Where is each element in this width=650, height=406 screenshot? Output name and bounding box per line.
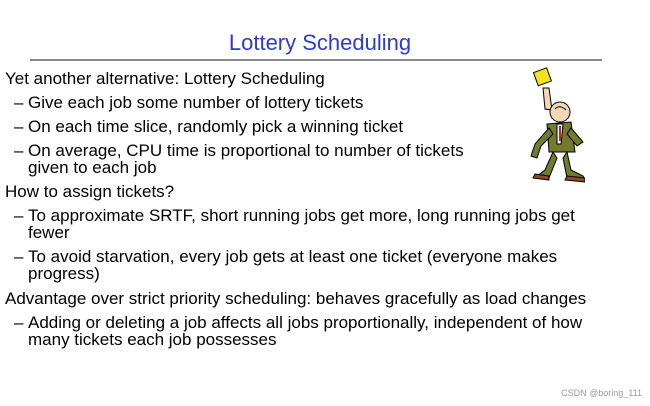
dash: – [14,141,24,160]
dash: – [14,206,24,225]
bullet-1-3-cont: given to each job [28,158,157,177]
bullet-2: How to assign tickets? [5,182,175,201]
dash: – [14,247,24,266]
dash: – [14,117,24,136]
slide-title: Lottery Scheduling [228,30,412,55]
bullet-3-1-cont: many tickets each job possesses [28,330,277,349]
bullet-2-1-cont: fewer [28,223,70,242]
watermark: CSDN @boring_111 [561,388,642,398]
title-divider [30,59,602,61]
bullet-1-2: On each time slice, randomly pick a winning ticket [28,117,404,136]
dash: – [14,313,24,332]
bullet-2-2: To avoid starvation, every job gets at least one ticket (everyone makes [28,247,558,266]
bullet-1-3: On average, CPU time is proportional to number of tickets [28,141,464,160]
bullet-2-2-cont: progress) [28,264,100,283]
bullet-1: Yet another alternative: Lottery Scheduling [5,69,325,88]
bullet-1-1: Give each job some number of lottery tickets [28,93,364,112]
bullet-3-1: Adding or deleting a job affects all jobs proportionally, independent of how [28,313,583,332]
dash: – [14,93,24,112]
bullet-3: Advantage over strict priority scheduling: behaves gracefully as load changes [5,289,587,308]
lottery-winner-clipart-icon [505,66,585,186]
bullet-2-1: To approximate SRTF, short running jobs get more, long running jobs get [28,206,575,225]
